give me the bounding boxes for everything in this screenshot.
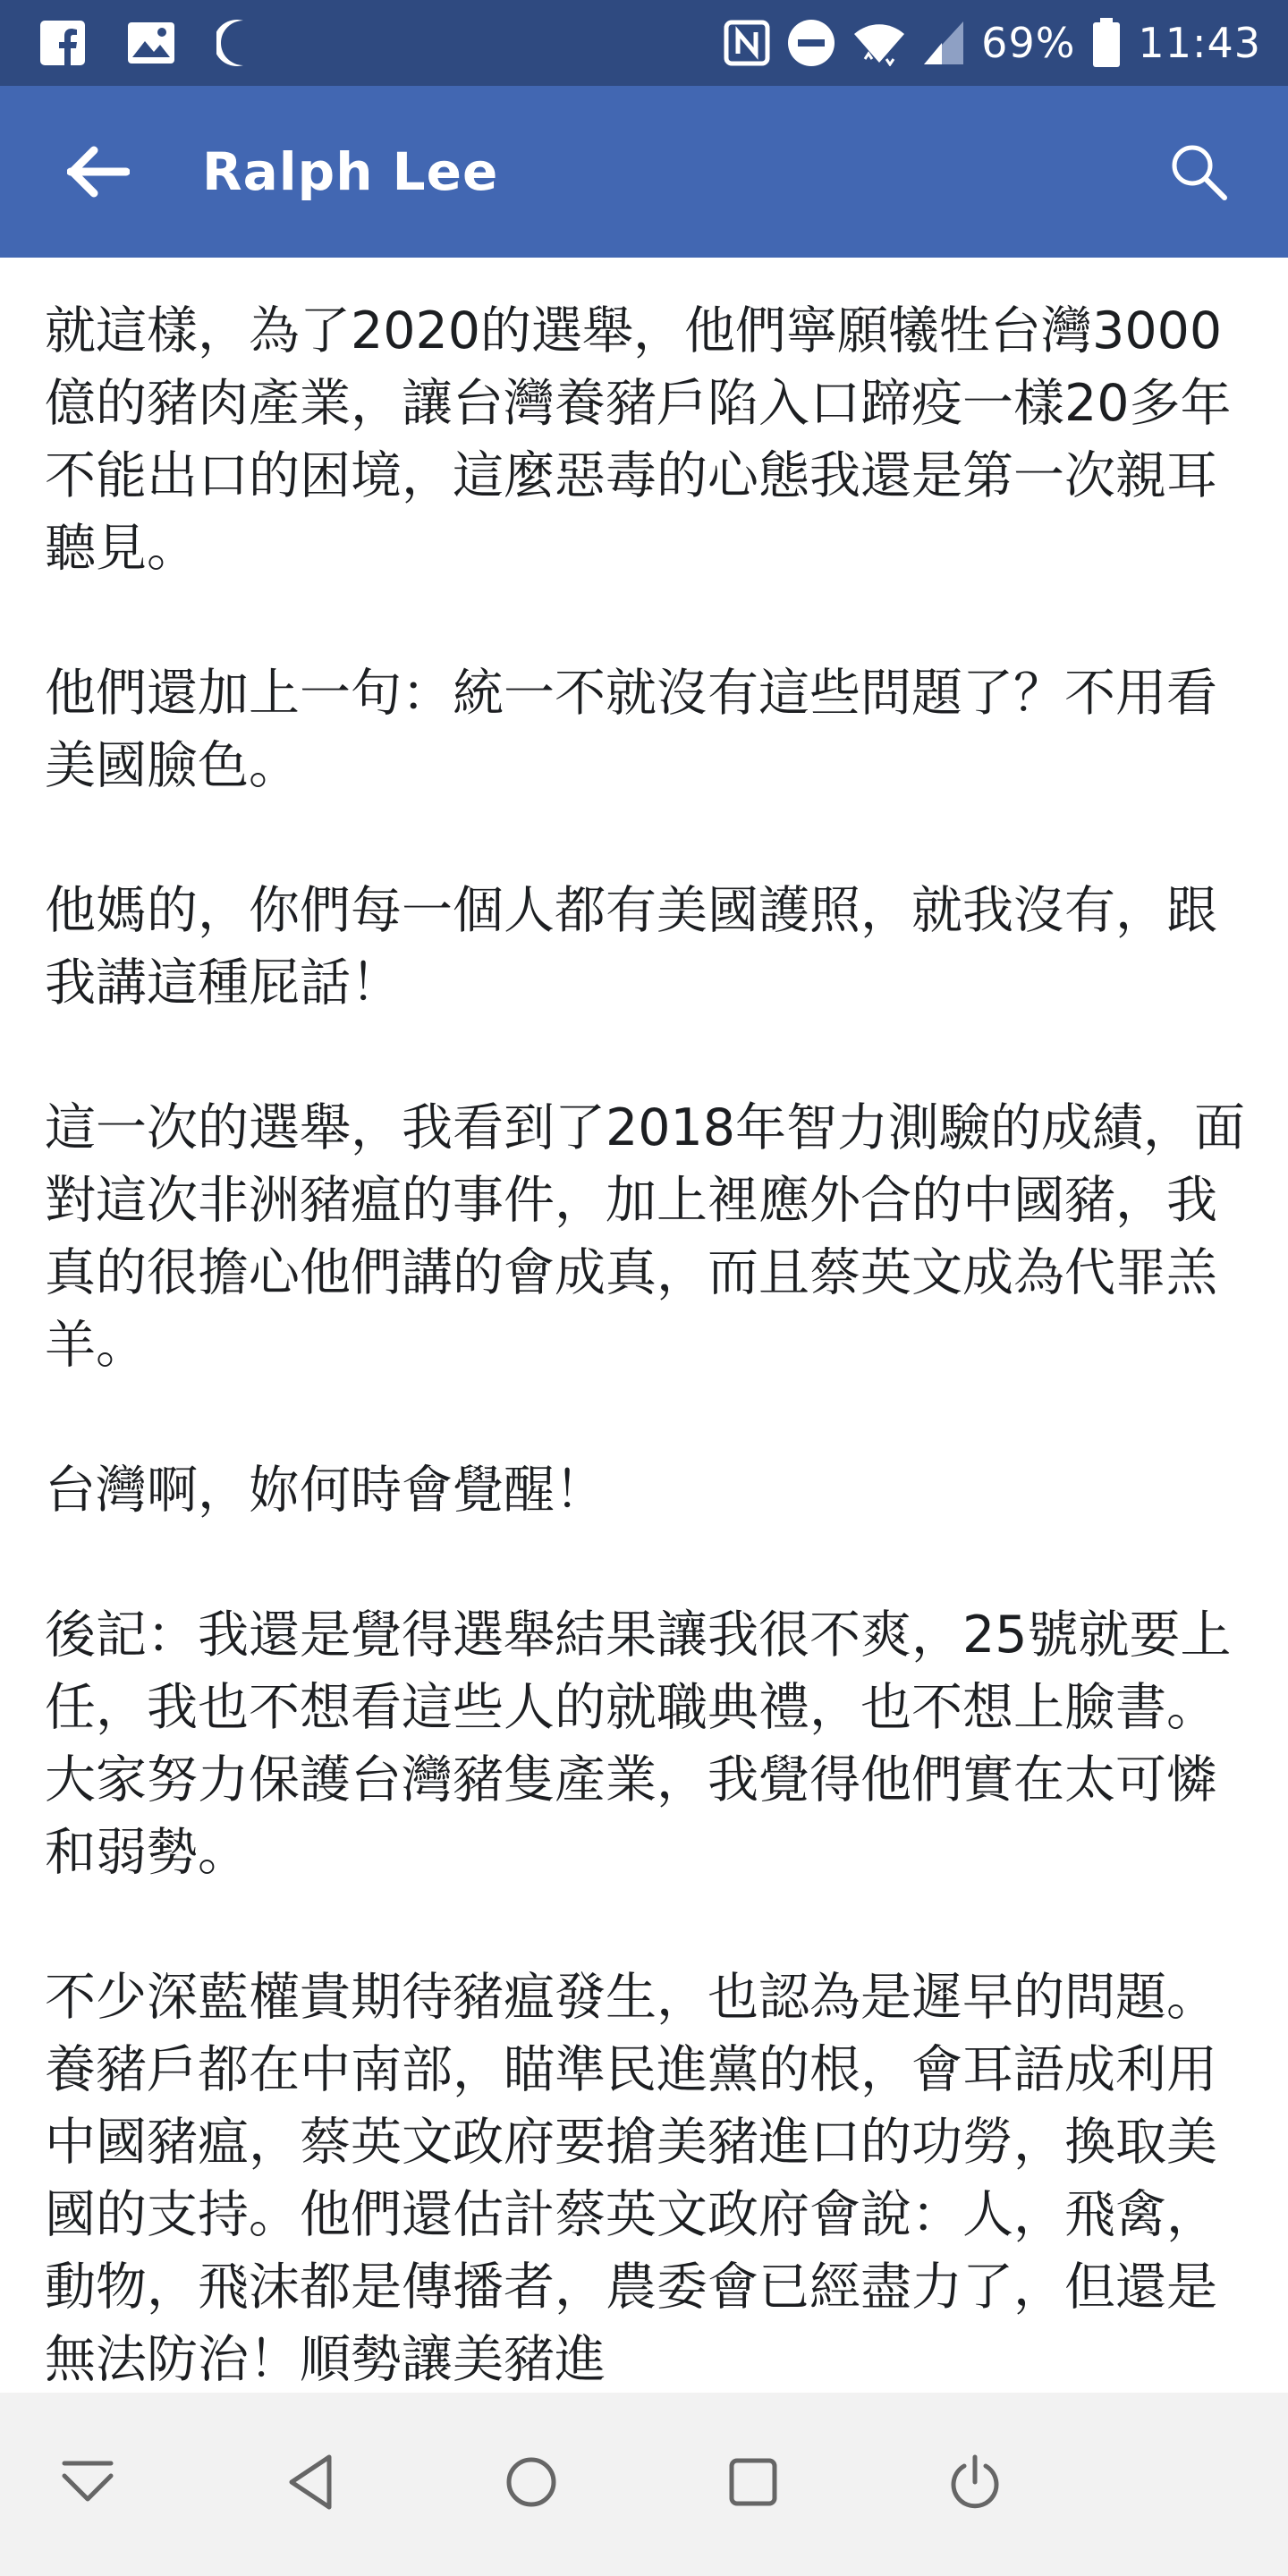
post-paragraph: 他們還加上一句：統一不就沒有這些問題了？不用看美國臉色。: [45, 664, 1217, 795]
hide-keyboard-icon: [59, 2458, 116, 2510]
post-paragraph: 不少深藍權貴期待豬瘟發生，也認為是遲早的問題。養豬戶都在中南部，瞄準民進黨的根，會耳語成利用中國豬瘟，蔡英文政府要搶美豬進口的功勞，換取美國的支持。他們還估計蔡英文政府會說：人，飛禽，動物，飛沫都是傳播者，農委會已經盡力了，但還是無法防治！順勢讓美豬進: [45, 1968, 1217, 2389]
battery-icon: [1091, 17, 1122, 69]
post-body: [45, 295, 1252, 2393]
post-paragraph: 後記：我還是覺得選舉結果讓我很不爽，25號就要上任，我也不想看這些人的就職典禮，也不想上臉書。大家努力保護台灣豬隻產業，我覺得他們實在太可憐和弱勢。: [45, 1606, 1232, 1882]
cellular-signal-icon: [922, 20, 965, 66]
nav-home-button[interactable]: [487, 2439, 576, 2529]
profile-name-title: Ralph Lee: [202, 141, 499, 202]
nfc-icon: [724, 20, 770, 66]
power-icon: [948, 2453, 1002, 2514]
power-button[interactable]: [930, 2439, 1020, 2529]
clock-time: 11:43: [1138, 19, 1261, 67]
post-paragraph: 台灣啊，妳何時會覺醒！: [45, 1461, 606, 1520]
post-paragraph: 他媽的，你們每一個人都有美國護照，就我沒有，跟我講這種屁話！: [45, 881, 1217, 1013]
hide-keyboard-button[interactable]: [43, 2439, 132, 2529]
post-paragraph: 就這樣，為了2020的選舉，他們寧願犧牲台灣3000億的豬肉產業，讓台灣養豬戶陷入口蹄疫一樣20多年不能出口的困境，這麼惡毒的心態我還是第一次親耳聽見。: [45, 301, 1232, 578]
recents-square-icon: [726, 2455, 780, 2512]
arrow-left-icon: [67, 145, 130, 202]
app-header: [0, 86, 1288, 258]
search-icon: [1169, 142, 1228, 205]
home-circle-icon: [504, 2455, 558, 2512]
back-triangle-icon: [284, 2453, 338, 2514]
post-paragraph: 這一次的選舉，我看到了2018年智力測驗的成績，面對這次非洲豬瘟的事件，加上裡應外合的中國豬，我真的很擔心他們講的會成真，而且蔡英文成為代罪羔羊。: [45, 1098, 1246, 1375]
image-notification-icon: [127, 21, 175, 64]
battery-percent: 69%: [981, 19, 1076, 67]
system-navigation-bar: [0, 2393, 1288, 2576]
do-not-disturb-moon-icon: [216, 19, 256, 67]
search-button[interactable]: [1163, 138, 1234, 209]
facebook-notification-icon: [39, 20, 86, 66]
nav-recents-button[interactable]: [708, 2439, 798, 2529]
wifi-icon: [852, 20, 906, 66]
dnd-minus-icon: [786, 18, 836, 68]
back-button[interactable]: [63, 138, 134, 209]
nav-back-button[interactable]: [267, 2439, 356, 2529]
status-bar: [0, 0, 1288, 86]
